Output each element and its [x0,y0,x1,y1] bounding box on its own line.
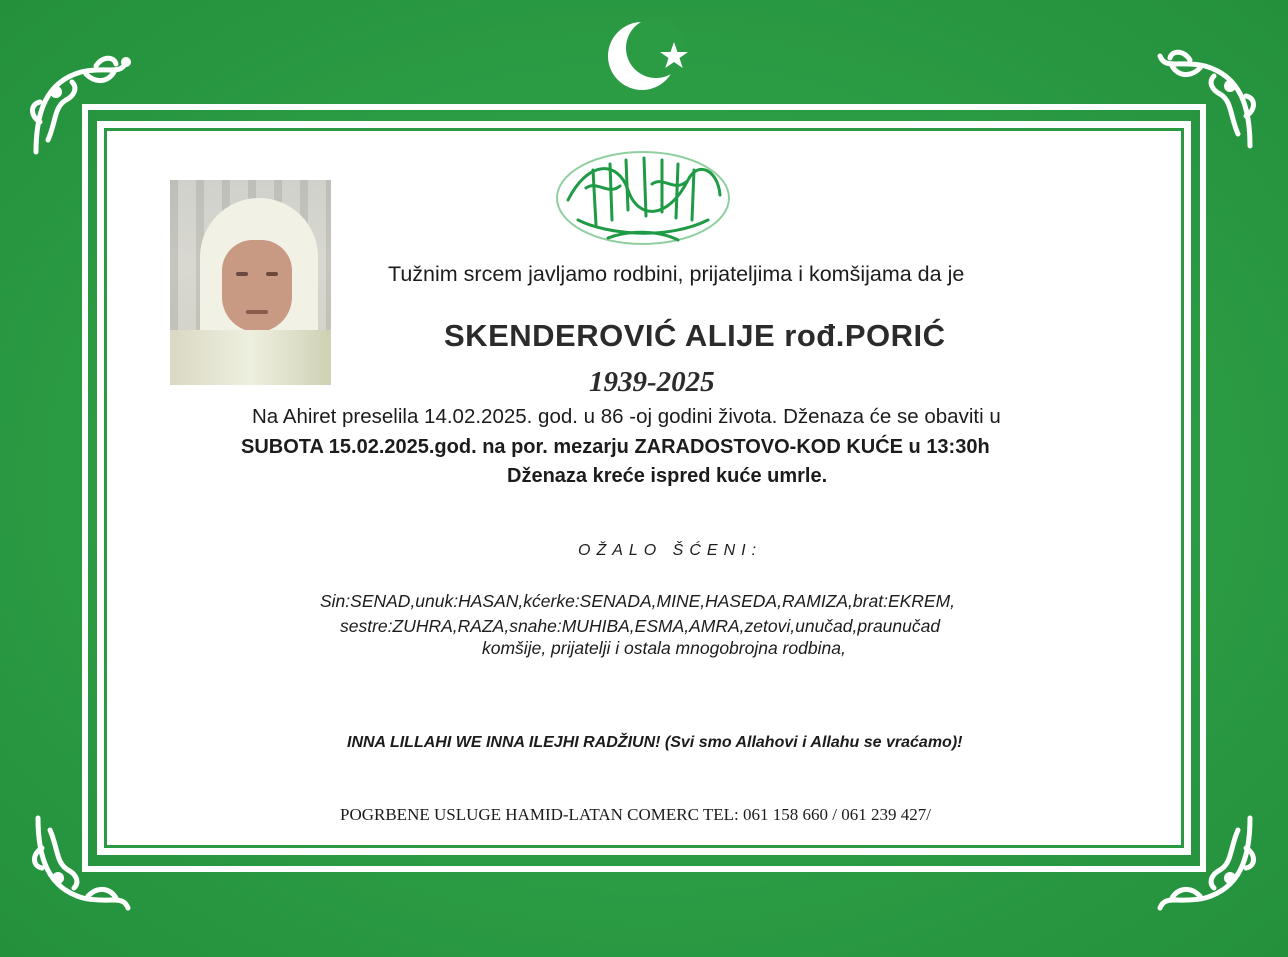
intro-text: Tužnim srcem javljamo rodbini, prijateljima i komšijama da je [388,262,965,286]
prayer-text: INNA LILLAHI WE INNA ILEJHI RADŽIUN! (Svi smo Allahovi i Allahu se vraćamo)! [347,734,963,751]
deceased-name: SKENDEROVIĆ ALIJE rođ.PORIĆ [444,318,946,353]
death-date-text: Na Ahiret preselila 14.02.2025. god. u 86 -oj godini života. Dženaza će se obaviti u [252,405,1001,428]
crescent-star-icon [604,12,694,98]
funeral-start-text: Dženaza kreće ispred kuće umrle. [507,465,828,487]
mourners-line: Sin:SENAD,unuk:HASAN,kćerke:SENADA,MINE,HASEDA,RAMIZA,brat:EKREM, [320,591,956,611]
life-years: 1939-2025 [589,366,715,398]
arabic-calligraphy-icon [548,140,738,252]
deceased-photo [170,180,331,385]
mourners-line: sestre:ZUHRA,RAZA,snahe:MUHIBA,ESMA,AMRA,zetovi,unučad,praunučad [340,616,941,636]
mourners-line: komšije, prijatelji i ostala mnogobrojna rodbina, [482,638,846,658]
funeral-details-text: SUBOTA 15.02.2025.god. na por. mezarju ZARADOSTOVO-KOD KUĆE u 13:30h [241,436,990,458]
funeral-services-footer: POGRBENE USLUGE HAMID-LATAN COMERC TEL: 061 158 660 / 061 239 427/ [340,805,931,824]
mourners-title: OŽALO ŠĆENI: [578,542,763,559]
